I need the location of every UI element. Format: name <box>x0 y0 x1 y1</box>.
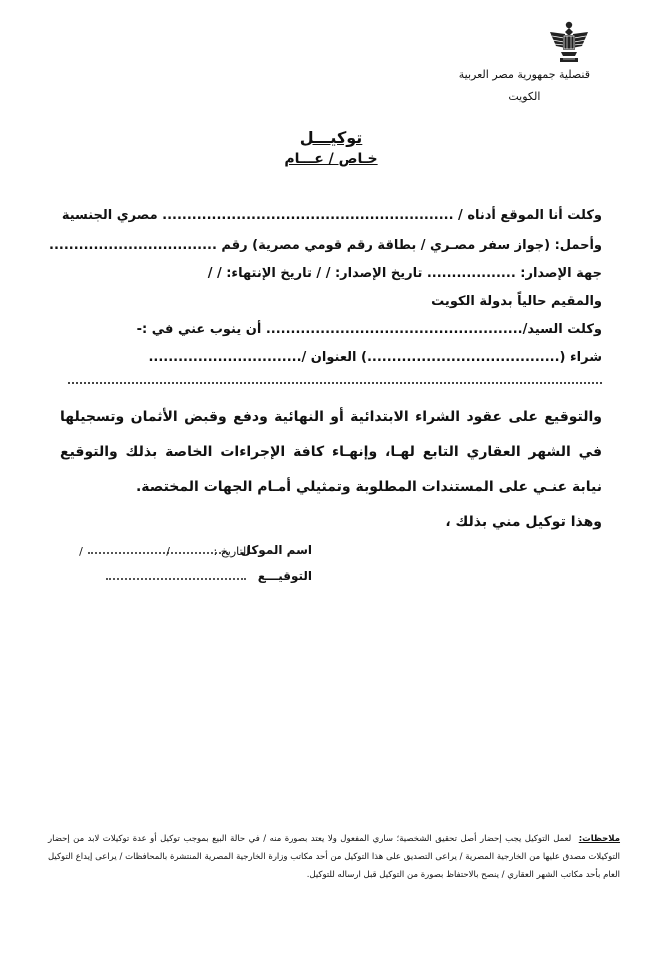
form-line-issue: جهة الإصدار: .................. تاريخ الإصدار: / / تاريخ الإنتهاء: / / <box>207 266 602 281</box>
form-line-principal: وكلت أنا الموقع أدناه / ........................................................... مصري الجنسية <box>61 208 602 223</box>
blank-dotted-line <box>68 372 602 384</box>
body-text: والتوقيع على عقود الشراء الابتدائية أو النهائية ودفع وقبض الأثمان وتسجيلها في الشهر العقاري التابع لهـا، وإنهـاء كافة الإجراءات الخاصة بذلك والتوقيع نيابة عنـي على المستندات المطلوبة وتمثيلي أمـام الجهات المختصة. <box>60 409 602 495</box>
date-value: / / <box>79 545 210 558</box>
signature-row <box>106 569 313 583</box>
form-line-id: وأحمل: (جواز سفر مصـري / بطاقة رقم قومي مصرية) رقم .................................. <box>49 238 602 253</box>
principal-name-label: اسم الموكل <box>240 543 312 557</box>
title-sub: خـاص / عـــام <box>284 151 378 167</box>
notes-block <box>48 830 620 884</box>
form-line-residence: والمقيم حالياً بدولة الكويت <box>431 294 602 309</box>
closing-text: وهذا توكيل مني بذلك ، <box>445 514 602 530</box>
authorization-body <box>60 400 602 540</box>
consulate-name: قنصلية جمهورية مصر العربية <box>458 68 590 81</box>
consulate-city: الكويت <box>508 90 541 103</box>
document-title <box>0 128 672 167</box>
date-label: التاريخ : <box>213 545 250 558</box>
title-main: توكيـــل <box>299 128 363 147</box>
consulate-header <box>459 64 590 108</box>
notes-text: لعمل التوكيل يجب إحضار أصل تحقيق الشخصية؛ ساري المفعول ولا يعتد بصورة منه / في حالة البيع بموجب توكيل أو عدة توكيلات لابد من إحضار التوكيلات مصدق عليها من الخارجية المصرية / يراعى التصديق على هذا التوكيل من أحد مكاتب وزارة الخارجية المصرية المنتشرة بالمحافظات / يراعى إيداع التوكيل العام بأحد مكاتب الشهر العقاري / ينصح بالاحتفاظ بصورة من التوكيل قبل ارساله للتوكيل. <box>48 834 620 880</box>
date-row <box>80 545 249 558</box>
form-line-agent: وكلت السيد/.................................................... أن ينوب عني في :- <box>136 322 602 337</box>
notes-label: ملاحظات: <box>578 834 621 844</box>
form-line-purchase: شراء (.......................................) العنوان /............................... <box>148 350 602 365</box>
signature-label: التوقيـــع <box>257 569 312 583</box>
egypt-eagle-emblem-icon <box>546 18 592 66</box>
signature-dots <box>106 570 246 580</box>
